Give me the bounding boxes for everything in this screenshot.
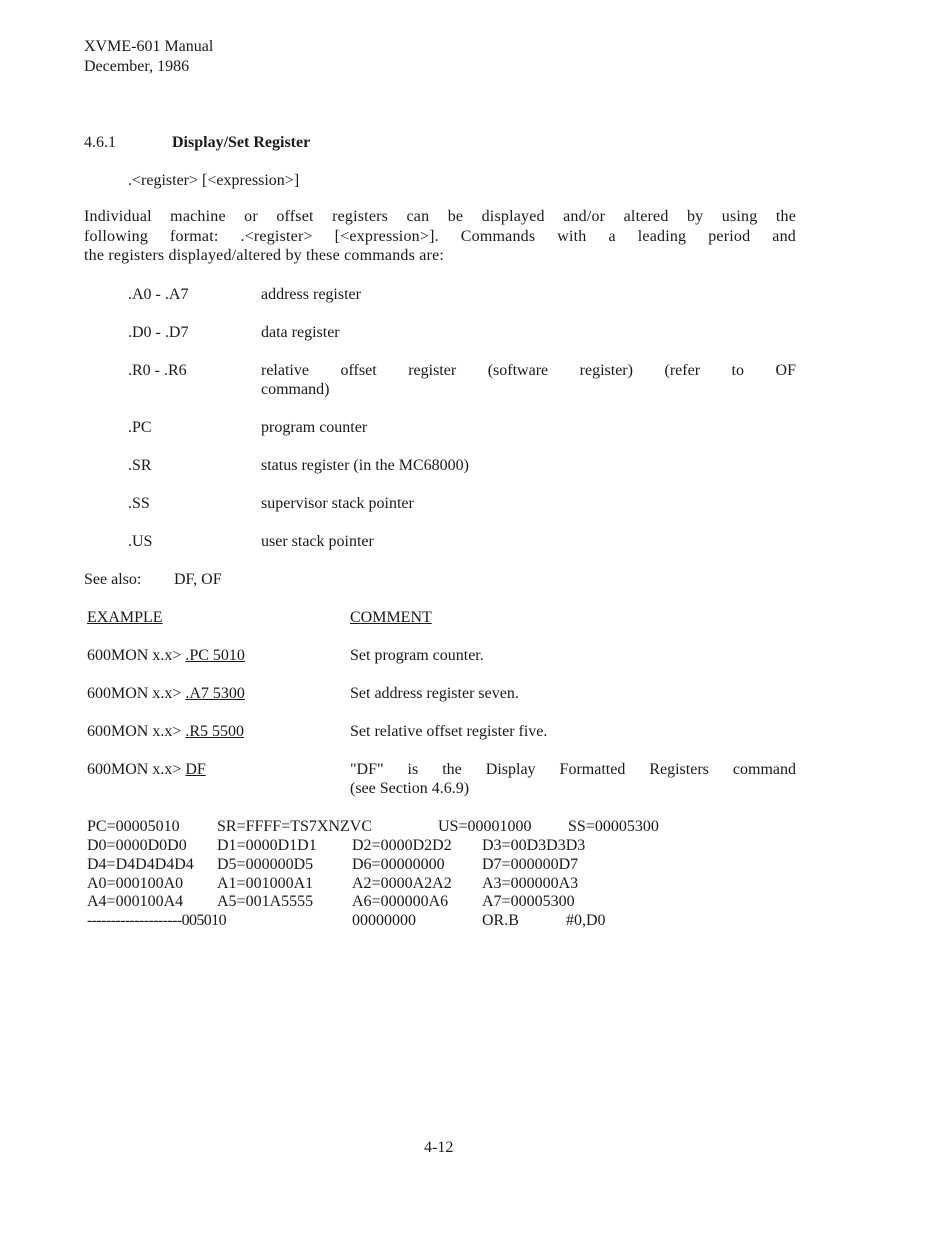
dump-cell: A2=0000A2A2 [352, 875, 452, 892]
dump-cell: 00000000 [352, 912, 416, 929]
example-input: DF [185, 761, 206, 778]
example-comment: Set program counter. [350, 647, 484, 664]
example-prompt: 600MON x.x> [87, 647, 186, 664]
register-desc: relative offset register (software register) (refer to OF [261, 362, 796, 379]
see-also-label: See also: [84, 571, 142, 588]
register-desc: data register [261, 324, 340, 341]
see-also-refs: DF, OF [174, 571, 222, 588]
dump-cell: D7=000000D7 [482, 856, 579, 873]
register-desc: program counter [261, 419, 368, 436]
example-input: .R5 5500 [185, 723, 245, 740]
dump-cell: #0,D0 [566, 912, 606, 929]
dump-cell: A3=000000A3 [482, 875, 579, 892]
comment-column-header: COMMENT [350, 609, 432, 626]
example-column-header: EXAMPLE [87, 609, 163, 626]
dump-cell: PC=00005010 [87, 818, 180, 835]
dump-cell: D6=00000000 [352, 856, 445, 873]
register-name: .A0 - .A7 [128, 286, 189, 303]
dump-cell: D2=0000D2D2 [352, 837, 452, 854]
register-desc-continued: command) [261, 381, 330, 398]
dump-cell: SR=FFFF=TS7XNZVC [217, 818, 372, 835]
example-comment: Set relative offset register five. [350, 723, 548, 740]
example-command [87, 761, 206, 779]
register-name: .R0 - .R6 [128, 362, 187, 379]
example-command [87, 647, 245, 665]
dump-cell: US=00001000 [438, 818, 532, 835]
dump-cell: A1=001000A1 [217, 875, 314, 892]
example-prompt: 600MON x.x> [87, 723, 186, 740]
dump-cell: A0=000100A0 [87, 875, 184, 892]
dump-cell: SS=00005300 [568, 818, 659, 835]
header-title: XVME-601 Manual [84, 38, 214, 55]
dump-cell: OR.B [482, 912, 519, 929]
dump-cell: --------------------005010 [87, 912, 226, 929]
header-date: December, 1986 [84, 58, 190, 75]
section-syntax: .<register> [<expression>] [128, 172, 300, 189]
register-desc: status register (in the MC68000) [261, 457, 469, 474]
intro-line-1: Individual machine or offset registers can be displayed and/or altered by using the [84, 208, 796, 225]
register-desc: address register [261, 286, 361, 303]
register-name: .PC [128, 419, 152, 436]
example-comment-continued: (see Section 4.6.9) [350, 780, 470, 797]
section-title: Display/Set Register [172, 134, 311, 151]
example-command [87, 723, 244, 741]
dump-cell: D4=D4D4D4D4 [87, 856, 194, 873]
register-name: .SS [128, 495, 150, 512]
dump-cell: D0=0000D0D0 [87, 837, 187, 854]
dump-cell: D3=00D3D3D3 [482, 837, 586, 854]
section-number: 4.6.1 [84, 134, 116, 151]
dump-cell: A5=001A5555 [217, 893, 314, 910]
dump-cell: A6=000000A6 [352, 893, 449, 910]
page-number: 4-12 [424, 1139, 454, 1156]
register-name: .SR [128, 457, 152, 474]
example-comment: Set address register seven. [350, 685, 519, 702]
dump-cell: A4=000100A4 [87, 893, 184, 910]
register-desc: user stack pointer [261, 533, 374, 550]
example-input: .A7 5300 [185, 685, 245, 702]
dump-cell: D1=0000D1D1 [217, 837, 317, 854]
example-prompt: 600MON x.x> [87, 685, 186, 702]
example-prompt: 600MON x.x> [87, 761, 186, 778]
register-desc: supervisor stack pointer [261, 495, 414, 512]
example-comment: "DF" is the Display Formatted Registers command [350, 761, 796, 778]
register-name: .D0 - .D7 [128, 324, 189, 341]
dump-cell: A7=00005300 [482, 893, 575, 910]
register-name: .US [128, 533, 153, 550]
intro-line-3: the registers displayed/altered by these commands are: [84, 247, 445, 264]
intro-line-2: following format: .<register> [<expression>]. Commands with a leading period and [84, 228, 796, 245]
example-command [87, 685, 245, 703]
dump-cell: D5=000000D5 [217, 856, 314, 873]
example-input: .PC 5010 [185, 647, 245, 664]
